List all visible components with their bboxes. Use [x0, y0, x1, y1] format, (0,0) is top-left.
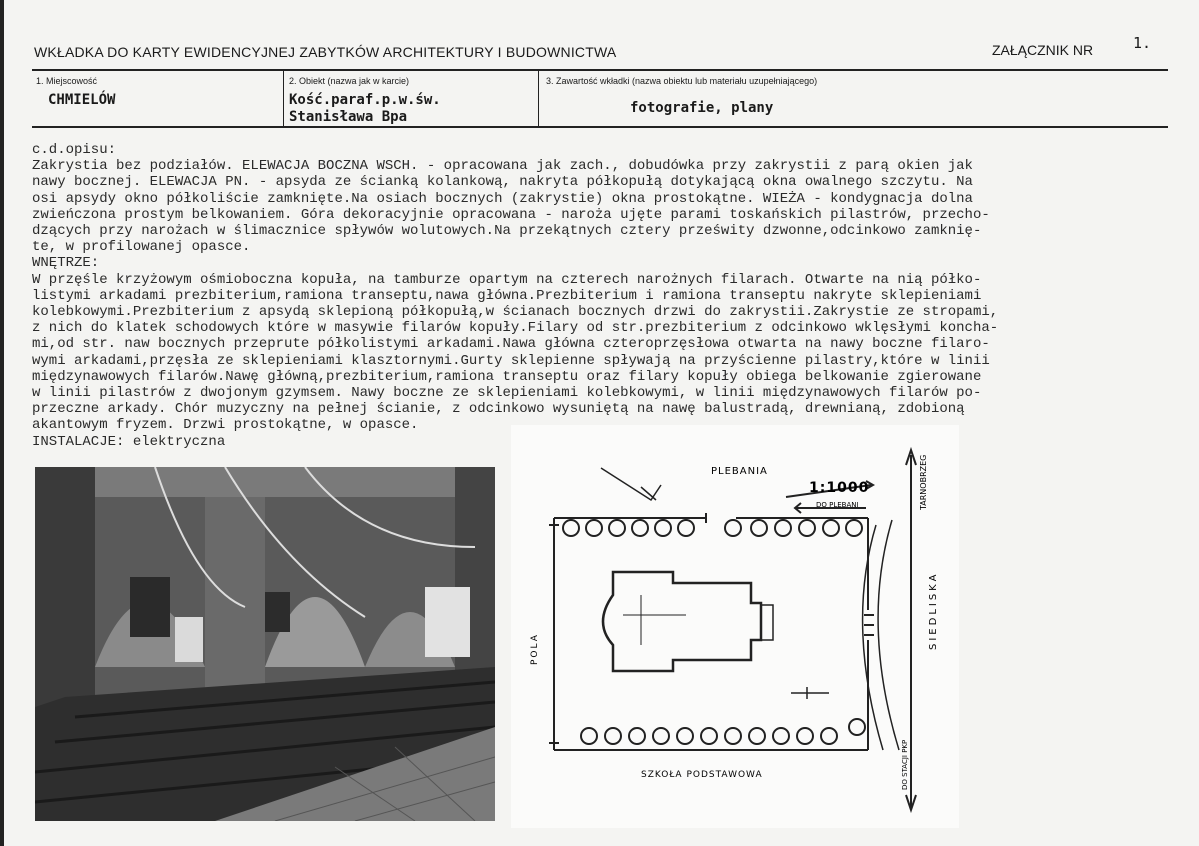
- object-value-line2: Stanisława Bpa: [289, 109, 408, 125]
- header-rule-top: [32, 69, 1168, 71]
- object-label: 2. Obiekt (nazwa jak w karcie): [289, 76, 410, 86]
- description-line: zwieńczona prostym belkowaniem. Góra dekoracyjnie opracowana - naroża ujęte parami toskańskich pilastrów, przecho-: [32, 206, 990, 223]
- description-line: nawy bocznej. ELEWACJA PN. - apsyda ze ścianką kolankową, nakryta półkopułą dotykającą okna owalnego szczytu. Na: [32, 174, 973, 191]
- form-title: WKŁADKA DO KARTY EWIDENCYJNEJ ZABYTKÓW ARCHITEKTURY I BUDOWNICTWA: [34, 44, 617, 60]
- description-line: kolebkowymi.Prezbiterium z apsydą sklepioną półkopułą,w ścianach bocznych drzwi do zakrystii.Zakrystie ze stropami,: [32, 304, 999, 321]
- plan-label-to-rectory: DO PLEBANI: [816, 501, 859, 509]
- description-line: osi apsydy okno półkoliście zamknięte.Na osiach bocznych (zakrystie) okna prostokątne. WIEŻA - kondygnacja dolna: [32, 190, 973, 207]
- description-line: te, w profilowanej opasce.: [32, 239, 251, 256]
- description-line: INSTALACJE: elektryczna: [32, 433, 226, 450]
- plan-label-siedliska: SIEDLISKA: [928, 571, 939, 650]
- object-value-line1: Kość.paraf.p.w.św.: [289, 92, 441, 108]
- locality-label: 1. Miejscowość: [36, 76, 98, 86]
- description-line: WNĘTRZE:: [32, 255, 100, 272]
- plan-label-plebania: PLEBANIA: [711, 466, 768, 477]
- site-plan: [511, 425, 959, 828]
- description-line: Zakrystia bez podziałów. ELEWACJA BOCZNA WSCH. - opracowana jak zach., dobudówka przy zakrystii z parą okien jak: [32, 158, 973, 175]
- header-rule-bottom: [32, 126, 1168, 128]
- description-line: z nich do klatek schodowych które w masywie filarów kopuły.Filary od str.prezbiterium z odcinkowo wklęsłymi koncha-: [32, 320, 999, 337]
- plan-label-tarnobrzeg: TARNOBRZEG: [919, 454, 928, 510]
- description-line: w linii pilastrów z dwojonym gzymsem. Nawy boczne ze sklepieniami kolebkowymi, w linii międzynawowych filarów po-: [32, 385, 982, 402]
- content-value: fotografie, plany: [630, 100, 774, 116]
- description-line: c.d.opisu:: [32, 142, 117, 158]
- description-text: [32, 142, 1172, 450]
- plan-scale: 1:1000: [809, 480, 870, 496]
- plan-label-pola: POLA: [530, 633, 540, 665]
- field-divider: [283, 71, 284, 126]
- page-number: 1.: [1133, 34, 1152, 52]
- plan-label-school: SZKOŁA PODSTAWOWA: [641, 770, 763, 780]
- description-line: przeczne arkady. Chór muzyczny na pełnej ścianie, z odcinkowo wysuniętą na nawę balustradą, drewnianą, zdobioną: [32, 401, 965, 418]
- description-line: mi,od str. naw bocznych przeprute półkolistymi arkadami.Nawa główna czteroprzęsłowa otwarta na nawy boczne filaro-: [32, 336, 990, 353]
- page-edge: [0, 0, 4, 846]
- field-divider: [538, 71, 539, 126]
- description-line: listymi arkadami prezbiterium,ramiona transeptu,nawa główna.Prezbiterium i ramiona transeptu nakryte sklepieniami: [32, 287, 982, 304]
- plan-label-to-station: DO STACJI PKP: [901, 739, 909, 790]
- site-plan-drawing: [511, 425, 959, 828]
- description-line: wymi arkadami,przęsła ze sklepieniami klasztornymi.Gurty sklepienne spływają na przyścienne pilastry,które w linii: [32, 352, 990, 369]
- church-interior-photo: [35, 467, 495, 821]
- description-line: dzących przy narożach w ślimacznice spływów wolutowych.Na przekątnych cztery prześwity dzwonne,odcinkowo zamknię-: [32, 223, 982, 240]
- content-label: 3. Zawartość wkładki (nazwa obiektu lub materiału uzupełniającego): [546, 76, 818, 86]
- description-line: akantowym fryzem. Drzwi prostokątne, w opasce.: [32, 417, 419, 434]
- description-line: W przęśle krzyżowym ośmioboczna kopuła, na tamburze opartym na czterech narożnych filarach. Otwarte na nią półko-: [32, 271, 982, 288]
- interior-photo-image: [35, 467, 495, 821]
- annex-label: ZAŁĄCZNIK NR: [992, 42, 1094, 58]
- locality-value: CHMIELÓW: [48, 92, 116, 108]
- description-line: międzynawowych filarów.Nawę główną,prezbiterium,ramiona transeptu oraz filary kopuły obiega belkowanie zgierowane: [32, 368, 982, 385]
